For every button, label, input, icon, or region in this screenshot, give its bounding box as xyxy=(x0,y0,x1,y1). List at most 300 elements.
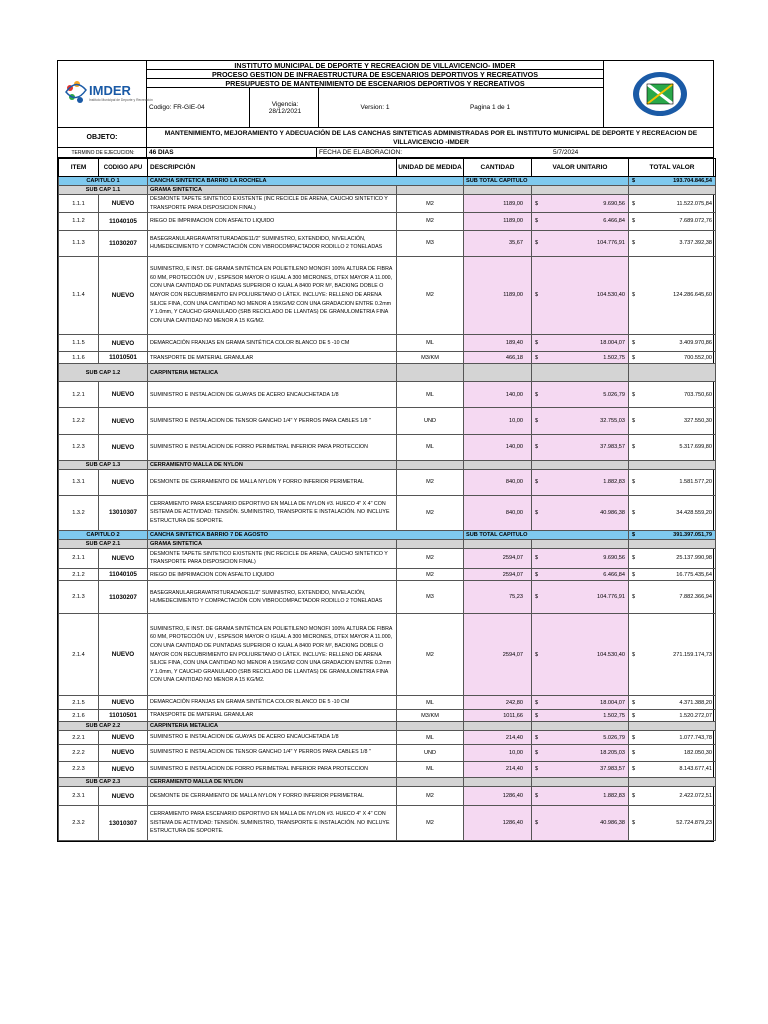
table-row xyxy=(59,195,716,213)
currency-sign: $ xyxy=(535,555,539,562)
total-value xyxy=(629,569,716,581)
unit-value xyxy=(532,434,629,460)
unit-value-amount: 1.502,75 xyxy=(603,712,625,719)
imder-logo xyxy=(58,61,153,127)
apu-code: 11030207 xyxy=(99,581,148,614)
unit-value-amount: 104.530,40 xyxy=(597,651,625,658)
chapter-subtotal-value: 193.704.846,54 xyxy=(673,178,712,184)
quantity: 10,00 xyxy=(464,745,532,762)
unit-of-measure: M3/KM xyxy=(397,352,464,364)
unit-value-amount: 32.755,03 xyxy=(600,418,625,424)
currency-sign: $ xyxy=(632,418,636,424)
currency-sign: $ xyxy=(535,651,539,658)
currency-sign: $ xyxy=(632,240,636,247)
unit-of-measure: ML xyxy=(397,334,464,351)
subchapter-label: SUB CAP 1.3 xyxy=(59,460,148,469)
termino-label: TERMINO DE EJECUCION: xyxy=(58,148,147,158)
currency-sign: $ xyxy=(632,391,636,398)
apu-code: NUEVO xyxy=(99,408,148,434)
unit-of-measure: M2 xyxy=(397,569,464,581)
fecha-label: FECHA DE ELABORACION: xyxy=(319,149,403,156)
currency-sign: $ xyxy=(632,699,636,706)
item-description: DESMONTE DE CERRAMIENTO DE MALLA NYLON Y FORRO INFERIOR PERIMETRAL xyxy=(148,469,397,495)
total-value-amount: 3.409.970,86 xyxy=(679,340,712,347)
table-row xyxy=(59,469,716,495)
table-row xyxy=(59,731,716,745)
quantity: 1286,40 xyxy=(464,787,532,806)
chapter-title: CANCHA SINTETICA BARRIO 7 DE AGOSTO xyxy=(148,530,464,539)
currency-sign: $ xyxy=(632,734,636,741)
currency-sign: $ xyxy=(535,712,539,719)
item-description: DEMARCACIÓN FRANJAS EN GRAMA SINTÉTICA COLOR BLANCO DE 5 -10 CM xyxy=(148,696,397,710)
apu-code: NUEVO xyxy=(99,787,148,806)
total-value-amount: 700.552,00 xyxy=(684,354,712,361)
unit-of-measure: ML xyxy=(397,382,464,408)
total-value-amount: 327.550,30 xyxy=(684,418,712,424)
total-value xyxy=(629,787,716,806)
item-description: TRANSPORTE DE MATERIAL GRANULAR xyxy=(148,352,397,364)
apu-code: NUEVO xyxy=(99,195,148,213)
item-description: DESMONTE TAPETE SINTETICO EXISTENTE (INC RECICLE DE ARENA, CAUCHO SINTETICO Y TRANSPORTE PARA DISPOSICION FINAL) xyxy=(148,195,397,213)
table-row xyxy=(59,548,716,569)
apu-code: NUEVO xyxy=(99,696,148,710)
item-description: BASEGRANULARGRAVATRITURADADE11/2" SUMINISTRO, EXTENDIDO, NIVELACIÓN, HUMEDECIMIENTO Y COMPACTACIÓN CON VIBROCOMPACTADOR RODILLO 2 TONELADAS xyxy=(148,581,397,614)
total-value xyxy=(629,434,716,460)
chapter-title: CANCHA SINTETICA BARRIO LA ROCHELA xyxy=(148,177,464,186)
table-row xyxy=(59,569,716,581)
currency-sign: $ xyxy=(535,218,539,225)
chapter-label: CAPITULO 2 xyxy=(59,530,148,539)
unit-of-measure: M2 xyxy=(397,806,464,841)
total-value xyxy=(629,581,716,614)
total-value-amount: 4.371.388,20 xyxy=(679,699,712,706)
unit-of-measure: M3 xyxy=(397,230,464,256)
chapter-subtotal xyxy=(629,177,716,186)
total-value-amount: 182.050,30 xyxy=(684,749,712,756)
seal-icon xyxy=(630,70,690,118)
table-header-row xyxy=(59,159,716,177)
item-number: 2.3.1 xyxy=(59,787,99,806)
currency-sign: $ xyxy=(535,766,539,773)
quantity: 1011,66 xyxy=(464,710,532,722)
total-value-amount: 1.520.272,07 xyxy=(679,712,712,719)
apu-code: NUEVO xyxy=(99,761,148,778)
currency-sign: $ xyxy=(632,178,636,184)
quantity: 140,00 xyxy=(464,382,532,408)
total-value-amount: 1.077.743,78 xyxy=(679,734,712,741)
currency-sign: $ xyxy=(632,571,636,578)
unit-value-amount: 18.205,03 xyxy=(600,749,625,756)
item-description: DEMARCACIÓN FRANJAS EN GRAMA SINTÉTICA COLOR BLANCO DE 5 -10 CM xyxy=(148,334,397,351)
total-value xyxy=(629,352,716,364)
item-number: 2.1.4 xyxy=(59,614,99,696)
currency-sign: $ xyxy=(632,712,636,719)
total-value xyxy=(629,761,716,778)
objeto-row xyxy=(58,128,713,148)
currency-sign: $ xyxy=(535,240,539,247)
item-number: 1.1.4 xyxy=(59,256,99,334)
total-value-amount: 7.882.366,94 xyxy=(679,594,712,601)
unit-value xyxy=(532,382,629,408)
currency-sign: $ xyxy=(535,292,539,299)
item-description: SUMINISTRO, E INST. DE GRAMA SINTÉTICA EN POLIETILENO MONOFI 100% ALTURA DE FIBRA 60 MM, PROTECCIÓN UV , ESPESOR MAYOR O IGUAL A 300 MICRONES, DTEX MAYOR A 11.000, CON UNA CANTIDAD DE PUNTADAS SUPERIOR O IGUAL A 8400 POR M², BACKING DOBLE O MAYOR CON RECUBRIMIENTO EN POLIURETANO O LÁTEX. INCLUYE: RELLENO DE ARENA SILICE FINA, CON UNA CANTIDAD NO MENOR A 15KG/M2 CON UNA GRADACION ENTRE 0.2mm Y 1.0mm, Y CAUCHO GRANULADO (SRB RECICLADO DE LLANTAS) DE GRANULOMETRIA FINA CON UNA CANTIDAD NO MENOR A 15 KG/M2. xyxy=(148,256,397,334)
table-row xyxy=(59,761,716,778)
unit-of-measure: M2 xyxy=(397,213,464,230)
total-value-amount: 703.750,60 xyxy=(684,391,712,398)
item-description: SUMINISTRO E INSTALACION DE TENSOR GANCHO 1/4" Y PERROS PARA CABLES 1/8 " xyxy=(148,408,397,434)
item-description: SUMINISTRO E INSTALACION DE TENSOR GANCHO 1/4" Y PERROS PARA CABLES 1/8 " xyxy=(148,745,397,762)
currency-sign: $ xyxy=(535,444,539,451)
total-value xyxy=(629,614,716,696)
unit-value xyxy=(532,787,629,806)
unit-of-measure: ML xyxy=(397,696,464,710)
currency-sign: $ xyxy=(632,444,636,451)
termino-row xyxy=(58,148,713,158)
chapter-label: CAPITULO 1 xyxy=(59,177,148,186)
item-number: 2.2.1 xyxy=(59,731,99,745)
unit-value xyxy=(532,495,629,530)
quantity: 1189,00 xyxy=(464,195,532,213)
subchapter-label: SUB CAP 2.1 xyxy=(59,539,148,548)
table-row xyxy=(59,408,716,434)
currency-sign: $ xyxy=(632,354,636,361)
table-row xyxy=(59,213,716,230)
currency-sign: $ xyxy=(535,418,539,424)
code-line xyxy=(147,88,603,127)
unit-value-amount: 6.466,84 xyxy=(603,571,625,578)
unit-value xyxy=(532,469,629,495)
total-value xyxy=(629,745,716,762)
version: Version: 1 xyxy=(360,104,390,111)
total-value xyxy=(629,710,716,722)
currency-sign: $ xyxy=(632,479,636,486)
currency-sign: $ xyxy=(632,531,636,538)
total-value xyxy=(629,195,716,213)
currency-sign: $ xyxy=(632,509,636,516)
item-number: 2.1.5 xyxy=(59,696,99,710)
quantity: 35,67 xyxy=(464,230,532,256)
col-total: TOTAL VALOR xyxy=(629,159,716,177)
currency-sign: $ xyxy=(535,734,539,741)
item-description: RIEGO DE IMPRIMACION CON ASFALTO LIQUIDO xyxy=(148,569,397,581)
chapter-subtotal-value: 391.397.051,79 xyxy=(673,531,712,538)
unit-value-amount: 18.004,07 xyxy=(600,699,625,706)
item-description: SUMINISTRO, E INST. DE GRAMA SINTÉTICA EN POLIETILENO MONOFI 100% ALTURA DE FIBRA 60 MM, PROTECCIÓN UV , ESPESOR MAYOR O IGUAL A 300 MICRONES, DTEX MAYOR A 11.000, CON UNA CANTIDAD DE PUNTADAS SUPERIOR O IGUAL A 8400 POR M², BACKING DOBLE O MAYOR CON RECUBRIMIENTO EN POLIURETANO O LÁTEX. INCLUYE: RELLENO DE ARENA SILICE FINA, CON UNA CANTIDAD NO MENOR A 15KG/M2 CON UNA GRADACION ENTRE 0.2mm Y 1.0mm, Y CAUCHO GRANULADO (SRB RECICLADO DE LLANTAS) DE GRANULOMETRIA FINA CON UNA CANTIDAD NO MENOR A 15 KG/M2. xyxy=(148,614,397,696)
table-row xyxy=(59,352,716,364)
subchapter-row xyxy=(59,364,716,382)
unit-value xyxy=(532,352,629,364)
currency-sign: $ xyxy=(535,820,539,827)
unit-of-measure: ML xyxy=(397,731,464,745)
item-number: 1.1.5 xyxy=(59,334,99,351)
apu-code: 11010501 xyxy=(99,352,148,364)
total-value-amount: 16.775.435,64 xyxy=(676,571,712,578)
unit-value-amount: 37.983,57 xyxy=(600,766,625,773)
subchapter-label: SUB CAP 1.2 xyxy=(59,364,148,382)
total-value xyxy=(629,495,716,530)
subchapter-title: CARPINTERIA METALICA xyxy=(148,364,397,382)
unit-value xyxy=(532,731,629,745)
col-unidad: UNIDAD DE MEDIDA xyxy=(397,159,464,177)
item-description: TRANSPORTE DE MATERIAL GRANULAR xyxy=(148,710,397,722)
table-row xyxy=(59,787,716,806)
currency-sign: $ xyxy=(632,555,636,562)
table-body xyxy=(59,177,716,841)
budget-table xyxy=(58,158,716,841)
total-value xyxy=(629,256,716,334)
currency-sign: $ xyxy=(632,820,636,827)
unit-value xyxy=(532,213,629,230)
currency-sign: $ xyxy=(535,749,539,756)
subchapter-row xyxy=(59,460,716,469)
unit-value-amount: 5.026,79 xyxy=(603,391,625,398)
unit-value-amount: 18.004,07 xyxy=(600,340,625,347)
unit-value-amount: 1.502,75 xyxy=(603,354,625,361)
col-item: ITEM xyxy=(59,159,99,177)
quantity: 214,40 xyxy=(464,731,532,745)
table-row xyxy=(59,434,716,460)
unit-of-measure: M2 xyxy=(397,495,464,530)
budget-line: PRESUPUESTO DE MANTENIMIENTO DE ESCENARIOS DEPORTIVOS Y RECREATIVOS xyxy=(147,79,603,88)
quantity: 242,80 xyxy=(464,696,532,710)
total-value xyxy=(629,382,716,408)
unit-of-measure: M2 xyxy=(397,469,464,495)
total-value xyxy=(629,469,716,495)
currency-sign: $ xyxy=(535,391,539,398)
chapter-subtotal-label: SUB TOTAL CAPITULO xyxy=(464,530,629,539)
header-titles xyxy=(147,61,603,127)
item-description: SUMINISTRO E INSTALACION DE GUAYAS DE ACERO ENCAUCHETADA 1/8 xyxy=(148,382,397,408)
apu-code: 13010307 xyxy=(99,806,148,841)
vigencia-label: Vigencia: xyxy=(271,100,299,108)
unit-of-measure: ML xyxy=(397,434,464,460)
currency-sign: $ xyxy=(535,793,539,800)
chapter-subtotal-label: SUB TOTAL CAPITULO xyxy=(464,177,629,186)
total-value-amount: 52.724.879,23 xyxy=(676,820,712,827)
unit-value-amount: 37.983,57 xyxy=(600,444,625,451)
item-number: 2.2.2 xyxy=(59,745,99,762)
quantity: 2594,07 xyxy=(464,548,532,569)
total-value-amount: 8.143.677,41 xyxy=(679,766,712,773)
apu-code: NUEVO xyxy=(99,745,148,762)
currency-sign: $ xyxy=(535,200,539,207)
quantity: 1286,40 xyxy=(464,806,532,841)
unit-value-amount: 1.882,83 xyxy=(603,793,625,800)
logo-subtext: Instituto Municipal de Deporte y Recreación xyxy=(89,98,153,102)
item-description: SUMINISTRO E INSTALACION DE GUAYAS DE ACERO ENCAUCHETADA 1/8 xyxy=(148,731,397,745)
subchapter-title: CARPINTERIA METALICA xyxy=(148,722,397,731)
unit-value xyxy=(532,696,629,710)
org-line: INSTITUTO MUNICIPAL DE DEPORTE Y RECREACION DE VILLAVICENCIO- IMDER xyxy=(147,61,603,70)
col-descripcion: DESCRIPCIÓN xyxy=(148,159,397,177)
currency-sign: $ xyxy=(632,749,636,756)
unit-of-measure: M2 xyxy=(397,256,464,334)
chapter-subtotal xyxy=(629,530,716,539)
item-description: CERRAMIENTO PARA ESCENARIO DEPORTIVO EN MALLA DE NYLON #3. HUECO 4" X 4" CON SISTEMA DE ACTIVIDAD: TENSIÓN. SUMINISTRO, TRANSPORTE E INSTALACIÓN. NO INCLUYE ESTRUCTURA DE SOPORTE. xyxy=(148,495,397,530)
unit-value xyxy=(532,334,629,351)
unit-value-amount: 104.530,40 xyxy=(597,292,625,299)
subchapter-label: SUB CAP 2.2 xyxy=(59,722,148,731)
currency-sign: $ xyxy=(535,571,539,578)
apu-code: NUEVO xyxy=(99,548,148,569)
unit-value xyxy=(532,745,629,762)
quantity: 1189,00 xyxy=(464,213,532,230)
subchapter-row xyxy=(59,539,716,548)
chapter-row xyxy=(59,177,716,186)
vigencia-date: 28/12/2021 xyxy=(268,107,302,115)
logo-text: IMDER xyxy=(89,83,131,98)
unit-of-measure: M2 xyxy=(397,787,464,806)
item-description: BASEGRANULARGRAVATRITURADADE11/2" SUMINISTRO, EXTENDIDO, NIVELACIÓN, HUMEDECIMIENTO Y COMPACTACIÓN CON VIBROCOMPACTADOR RODILLO 2 TONELADAS xyxy=(148,230,397,256)
quantity: 2594,07 xyxy=(464,569,532,581)
total-value xyxy=(629,408,716,434)
form-code: Codigo: FR-GIE-04 xyxy=(149,104,205,111)
apu-code: NUEVO xyxy=(99,382,148,408)
total-value-amount: 5.317.699,80 xyxy=(679,444,712,451)
unit-value-amount: 6.466,84 xyxy=(603,218,625,225)
subchapter-row xyxy=(59,722,716,731)
municipal-seal xyxy=(603,61,715,127)
total-value xyxy=(629,806,716,841)
quantity: 840,00 xyxy=(464,469,532,495)
col-valor-unitario: VALOR UNITARIO xyxy=(532,159,629,177)
unit-value-amount: 104.776,91 xyxy=(597,240,625,247)
item-number: 1.2.1 xyxy=(59,382,99,408)
table-row xyxy=(59,334,716,351)
table-row xyxy=(59,581,716,614)
total-value xyxy=(629,213,716,230)
subchapter-label: SUB CAP 2.3 xyxy=(59,778,148,787)
item-number: 2.1.1 xyxy=(59,548,99,569)
total-value-amount: 7.689.072,76 xyxy=(679,218,712,225)
table-row xyxy=(59,614,716,696)
col-cantidad: CANTIDAD xyxy=(464,159,532,177)
unit-of-measure: UND xyxy=(397,745,464,762)
apu-code: 13010307 xyxy=(99,495,148,530)
unit-of-measure: M2 xyxy=(397,548,464,569)
currency-sign: $ xyxy=(632,218,636,225)
item-number: 1.3.2 xyxy=(59,495,99,530)
page-number: Pagina 1 de 1 xyxy=(469,104,511,111)
total-value-amount: 11.522.075,84 xyxy=(676,200,712,207)
unit-value xyxy=(532,614,629,696)
currency-sign: $ xyxy=(535,594,539,601)
item-description: RIEGO DE IMPRIMACION CON ASFALTO LIQUIDO xyxy=(148,213,397,230)
unit-of-measure: M2 xyxy=(397,195,464,213)
unit-value-amount: 1.882,83 xyxy=(603,479,625,486)
fecha-value: 5/7/2024 xyxy=(553,149,579,156)
currency-sign: $ xyxy=(535,509,539,516)
objeto-text: MANTENIMIENTO, MEJORAMIENTO Y ADECUACIÓN DE LAS CANCHAS SINTETICAS ADMINISTRADAS POR EL INSTITUTO MUNICIPAL DE DEPORTE Y RECREACION DE VILLAVICENCIO -IMDER xyxy=(164,130,698,146)
unit-value-amount: 40.986,38 xyxy=(600,509,625,516)
unit-value-amount: 9.690,56 xyxy=(603,200,625,207)
item-number: 2.3.2 xyxy=(59,806,99,841)
item-number: 1.2.3 xyxy=(59,434,99,460)
unit-value xyxy=(532,761,629,778)
total-value-amount: 25.137.990,98 xyxy=(676,555,712,562)
unit-value xyxy=(532,408,629,434)
currency-sign: $ xyxy=(632,651,636,658)
budget-sheet xyxy=(57,60,714,842)
table-row xyxy=(59,230,716,256)
apu-code: NUEVO xyxy=(99,434,148,460)
total-value-amount: 1.581.577,20 xyxy=(679,479,712,486)
table-row xyxy=(59,256,716,334)
item-description: SUMINISTRO E INSTALACION DE FORRO PERIMETRAL INFERIOR PARA PROTECCION xyxy=(148,434,397,460)
apu-code: NUEVO xyxy=(99,731,148,745)
quantity: 75,23 xyxy=(464,581,532,614)
unit-value-amount: 40.986,38 xyxy=(600,820,625,827)
subchapter-row xyxy=(59,186,716,195)
total-value-amount: 2.422.072,51 xyxy=(679,793,712,800)
item-number: 1.1.3 xyxy=(59,230,99,256)
subchapter-title: CERRAMIENTO MALLA DE NYLON xyxy=(148,460,397,469)
unit-value xyxy=(532,230,629,256)
quantity: 10,00 xyxy=(464,408,532,434)
apu-code: NUEVO xyxy=(99,469,148,495)
currency-sign: $ xyxy=(632,766,636,773)
chapter-row xyxy=(59,530,716,539)
currency-sign: $ xyxy=(632,793,636,800)
item-description: DESMONTE DE CERRAMIENTO DE MALLA NYLON Y FORRO INFERIOR PERIMETRAL xyxy=(148,787,397,806)
item-number: 1.1.1 xyxy=(59,195,99,213)
quantity: 466,18 xyxy=(464,352,532,364)
table-row xyxy=(59,696,716,710)
item-number: 1.2.2 xyxy=(59,408,99,434)
item-description: SUMINISTRO E INSTALACION DE FORRO PERIMETRAL INFERIOR PARA PROTECCION xyxy=(148,761,397,778)
table-row xyxy=(59,710,716,722)
termino-value: 46 DIAS xyxy=(147,148,317,158)
unit-of-measure: ML xyxy=(397,761,464,778)
item-number: 1.1.6 xyxy=(59,352,99,364)
item-number: 2.1.6 xyxy=(59,710,99,722)
unit-value-amount: 104.776,91 xyxy=(597,594,625,601)
unit-of-measure: M3/KM xyxy=(397,710,464,722)
total-value-amount: 3.737.392,38 xyxy=(679,240,712,247)
unit-value xyxy=(532,806,629,841)
total-value-amount: 271.159.174,73 xyxy=(673,651,712,658)
total-value xyxy=(629,696,716,710)
item-number: 1.3.1 xyxy=(59,469,99,495)
total-value xyxy=(629,548,716,569)
item-number: 1.1.2 xyxy=(59,213,99,230)
apu-code: 11040105 xyxy=(99,569,148,581)
vigencia xyxy=(249,88,319,127)
total-value xyxy=(629,731,716,745)
currency-sign: $ xyxy=(632,340,636,347)
unit-of-measure: UND xyxy=(397,408,464,434)
quantity: 840,00 xyxy=(464,495,532,530)
unit-value xyxy=(532,581,629,614)
quantity: 189,40 xyxy=(464,334,532,351)
currency-sign: $ xyxy=(535,354,539,361)
imder-logo-icon xyxy=(62,74,153,114)
unit-of-measure: M3 xyxy=(397,581,464,614)
total-value-amount: 34.428.559,20 xyxy=(676,509,712,516)
unit-value xyxy=(532,195,629,213)
col-codigo: CODIGO APU xyxy=(99,159,148,177)
currency-sign: $ xyxy=(535,340,539,347)
apu-code: 11040105 xyxy=(99,213,148,230)
objeto-label: OBJETO: xyxy=(58,128,147,148)
currency-sign: $ xyxy=(632,292,636,299)
total-value-amount: 124.286.645,60 xyxy=(673,292,712,299)
apu-code: 11030207 xyxy=(99,230,148,256)
item-number: 2.1.3 xyxy=(59,581,99,614)
unit-value-amount: 9.690,56 xyxy=(603,555,625,562)
apu-code: NUEVO xyxy=(99,334,148,351)
table-row xyxy=(59,806,716,841)
